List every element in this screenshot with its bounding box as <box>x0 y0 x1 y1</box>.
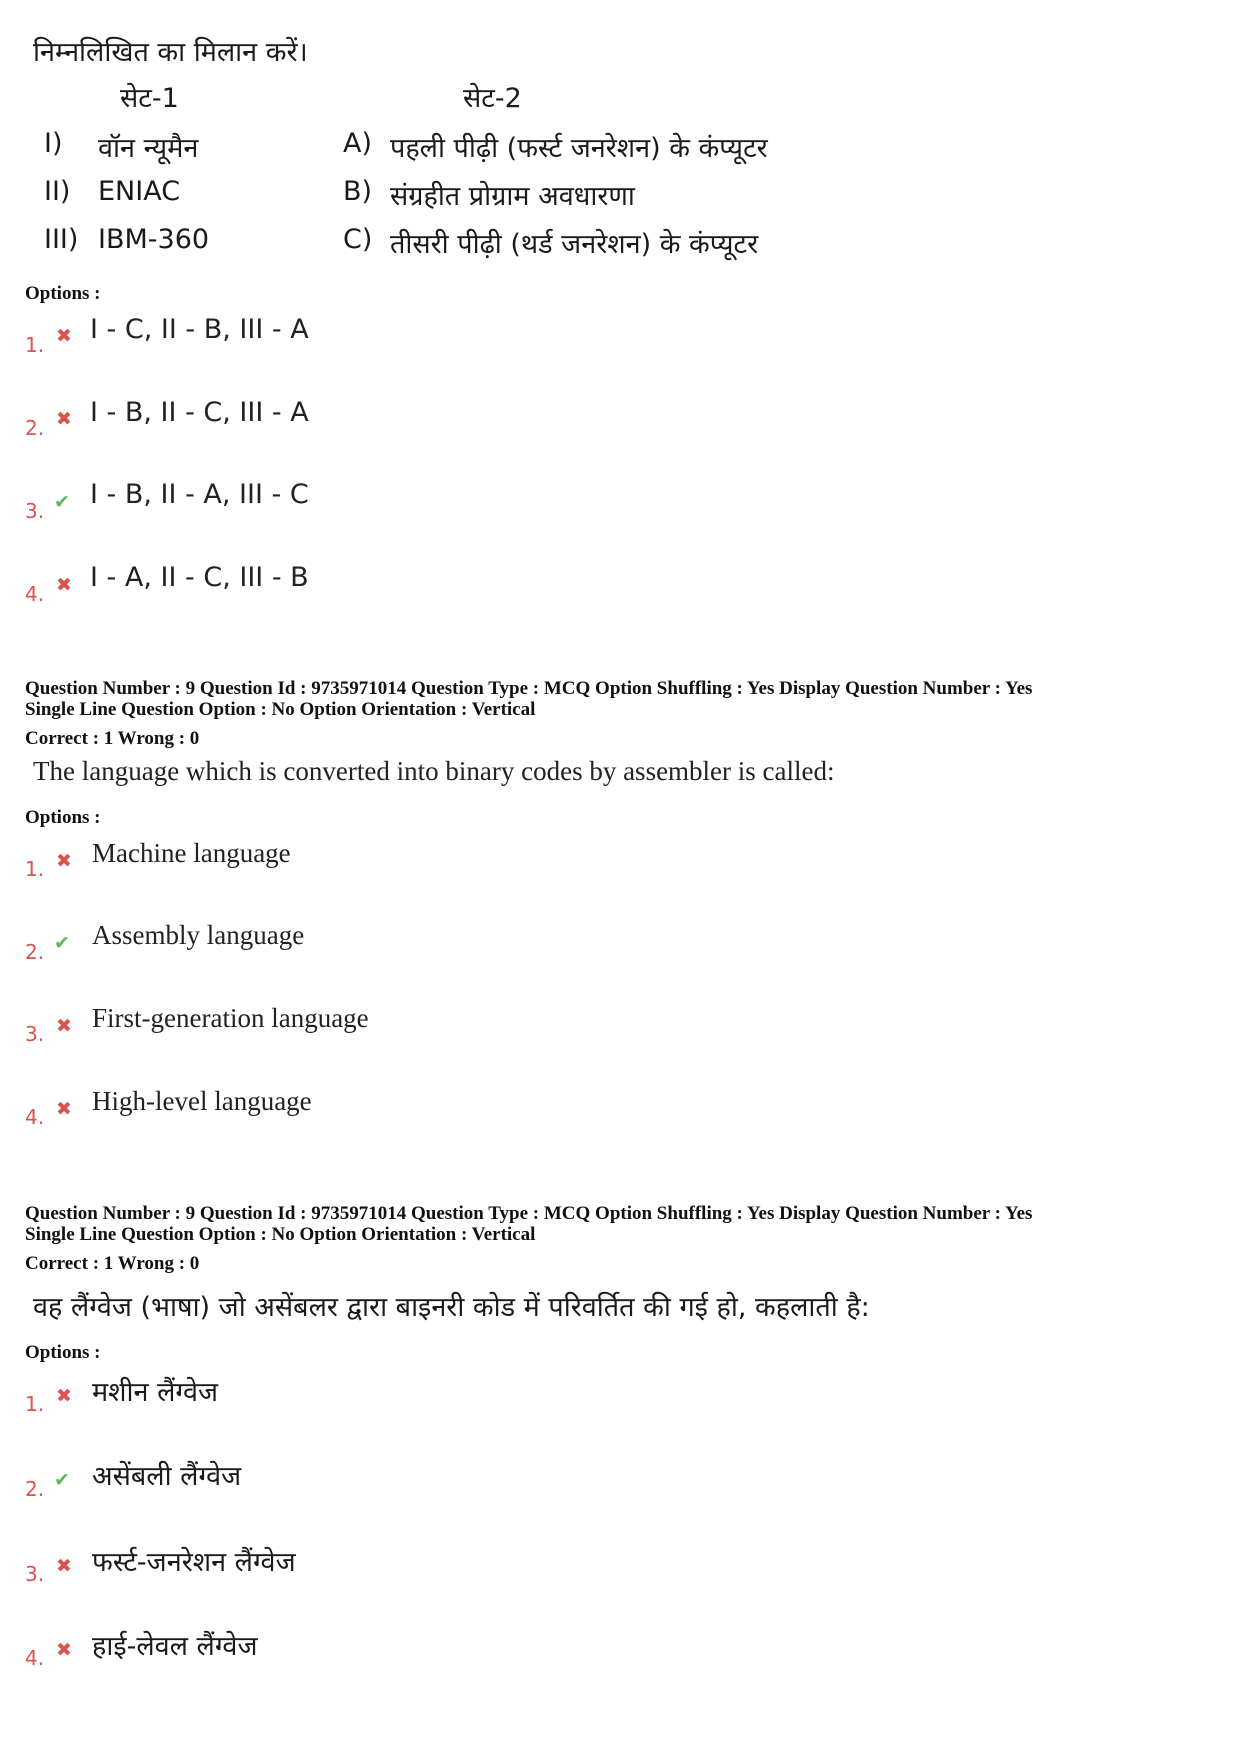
q8-option-4-number: 4. <box>25 582 45 606</box>
set1-heading: सेट-1 <box>120 83 179 114</box>
correct-check-icon: ✔ <box>54 1469 70 1491</box>
q9-en-option-2-text: Assembly language <box>92 920 305 950</box>
set2-key-3: C) <box>343 224 373 255</box>
set2-key-1: A) <box>343 128 373 159</box>
set2-heading: सेट-2 <box>463 83 522 114</box>
q8-option-1-text: I - C, II - B, III - A <box>90 314 309 345</box>
wrong-mark-icon: ✖ <box>56 1098 72 1120</box>
set1-item-3: IBM-360 <box>98 224 210 255</box>
set2-key-2: B) <box>343 176 373 207</box>
correct-check-icon: ✔ <box>54 932 70 954</box>
set1-key-2: II) <box>44 176 71 207</box>
q9-en-meta-line-2: Single Line Question Option : No Option Orientation : Vertical <box>25 699 536 720</box>
wrong-mark-icon: ✖ <box>56 325 72 347</box>
q8-option-4-text: I - A, II - C, III - B <box>90 562 309 593</box>
q9-en-option-4-text: High-level language <box>92 1086 312 1116</box>
q9-en-option-3-text: First-generation language <box>92 1003 369 1033</box>
q9-en-option-2-number: 2. <box>25 940 45 964</box>
q9-hi-option-3-text: फर्स्ट-जनरेशन लैंग्वेज <box>92 1547 296 1578</box>
wrong-mark-icon: ✖ <box>56 1555 72 1577</box>
q9-hi-option-4-text: हाई-लेवल लैंग्वेज <box>92 1631 258 1662</box>
set1-item-2: ENIAC <box>98 176 181 207</box>
q9-hi-meta-line-2: Single Line Question Option : No Option Orientation : Vertical <box>25 1224 536 1245</box>
set2-item-2: संग्रहीत प्रोग्राम अवधारणा <box>390 181 635 212</box>
q9-hi-score-line: Correct : 1 Wrong : 0 <box>25 1253 200 1274</box>
q9-en-meta-line-1: Question Number : 9 Question Id : 9735971014 Question Type : MCQ Option Shuffling : Yes Display Question Number : Yes <box>25 678 1033 699</box>
q9-hi-option-1-text: मशीन लैंग्वेज <box>92 1377 219 1408</box>
q9-en-option-4-number: 4. <box>25 1105 45 1129</box>
set1-key-1: I) <box>44 128 63 159</box>
q9-en-option-3-number: 3. <box>25 1022 45 1046</box>
wrong-mark-icon: ✖ <box>56 850 72 872</box>
q8-option-1-number: 1. <box>25 333 45 357</box>
q9-hi-option-1-number: 1. <box>25 1392 45 1416</box>
q9-en-score-line: Correct : 1 Wrong : 0 <box>25 728 200 749</box>
q8-option-3-number: 3. <box>25 499 45 523</box>
q8-option-3-text: I - B, II - A, III - C <box>90 479 309 510</box>
q9-hi-question-text: वह लैंग्वेज (भाषा) जो असेंबलर द्वारा बाइनरी कोड में परिवर्तित की गई हो, कहलाती है: <box>33 1292 870 1323</box>
set1-key-3: III) <box>44 224 79 255</box>
q9-en-options-label: Options : <box>25 807 101 828</box>
q9-en-option-1-number: 1. <box>25 857 45 881</box>
q9-hi-options-label: Options : <box>25 1342 101 1363</box>
q9-hi-option-4-number: 4. <box>25 1646 45 1670</box>
set2-item-1: पहली पीढ़ी (फर्स्ट जनरेशन) के कंप्यूटर <box>390 133 768 164</box>
q9-hi-meta-line-1: Question Number : 9 Question Id : 9735971014 Question Type : MCQ Option Shuffling : Yes Display Question Number : Yes <box>25 1203 1033 1224</box>
correct-check-icon: ✔ <box>54 491 70 513</box>
q9-hi-option-2-number: 2. <box>25 1477 45 1501</box>
wrong-mark-icon: ✖ <box>56 1015 72 1037</box>
wrong-mark-icon: ✖ <box>56 408 72 430</box>
q9-en-question-text: The language which is converted into binary codes by assembler is called: <box>33 756 835 786</box>
wrong-mark-icon: ✖ <box>56 1639 72 1661</box>
set1-item-1: वॉन न्यूमैन <box>98 133 199 164</box>
set2-item-3: तीसरी पीढ़ी (थर्ड जनरेशन) के कंप्यूटर <box>390 229 759 260</box>
q8-option-2-number: 2. <box>25 416 45 440</box>
q9-en-option-1-text: Machine language <box>92 838 291 868</box>
wrong-mark-icon: ✖ <box>56 1385 72 1407</box>
q8-option-2-text: I - B, II - C, III - A <box>90 397 309 428</box>
wrong-mark-icon: ✖ <box>56 574 72 596</box>
q8-options-label: Options : <box>25 283 101 304</box>
q9-hi-option-3-number: 3. <box>25 1562 45 1586</box>
q8-instruction: निम्नलिखित का मिलान करें। <box>33 37 308 68</box>
q9-hi-option-2-text: असेंबली लैंग्वेज <box>92 1461 242 1492</box>
